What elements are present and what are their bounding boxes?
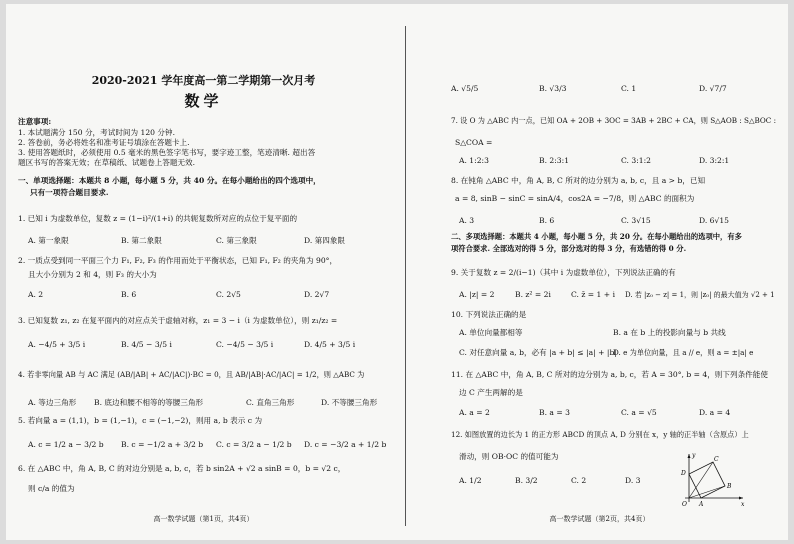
q9-option-b: B. z² = 2i bbox=[515, 290, 551, 299]
q11-stem: 11. 在 △ABC 中，角 A, B, C 所对的边分别为 a, b, c，若 A = 30°, b = 4，则下列条件能使 bbox=[451, 370, 768, 379]
q6-option-a: A. √5/5 bbox=[451, 84, 479, 93]
q3-stem: 3. 已知复数 z₁, z₂ 在复平面内的对应点关于虚轴对称，z₁ = 3 − i（i 为虚数单位），则 z₁/z₂ = bbox=[18, 316, 338, 325]
q10-option-b: B. a 在 b 上的投影向量与 b 共线 bbox=[613, 328, 726, 337]
q9-option-a: A. |z| = 2 bbox=[459, 290, 495, 299]
q6-stem-cont: 则 c/a 的值为 bbox=[28, 484, 75, 493]
q12-stem: 12. 如图放置的边长为 1 的正方形 ABCD 的顶点 A, D 分别在 x，y 轴的正半轴（含原点）上 bbox=[451, 430, 749, 439]
figure-label-y: y bbox=[692, 452, 696, 459]
q12-option-c: C. 2 bbox=[571, 476, 587, 485]
q12-square-figure bbox=[679, 450, 747, 508]
q7-option-d: D. 3:2:1 bbox=[699, 156, 730, 165]
q12-option-a: A. 1/2 bbox=[459, 476, 482, 485]
notice-line: 1. 本试题满分 150 分，考试时间为 120 分钟. bbox=[18, 128, 176, 137]
q3-option-c: C. −4/5 − 3/5 i bbox=[216, 340, 274, 349]
q10-option-d: D. e 为单位向量，且 a // e，则 a = ±|a| e bbox=[613, 348, 754, 357]
notice-line: 2. 答卷前，务必将姓名和准考证号填涂在答题卡上. bbox=[18, 138, 190, 147]
q6-stem: 6. 在 △ABC 中，角 A, B, C 的对边分别是 a, b, c，若 b sin2A + √2 a sinB = 0，b = √2 c， bbox=[18, 464, 346, 473]
q1-option-c: C. 第三象限 bbox=[216, 236, 257, 245]
page-1 bbox=[6, 4, 401, 540]
q12-stem-cont: 滑动，则 OB·OC 的值可能为 bbox=[459, 452, 559, 461]
notice-line: 题区书写的答案无效；在草稿纸、试题卷上答题无效. bbox=[18, 158, 196, 167]
notice-line: 3. 使用答题纸时，必须使用 0.5 毫米的黑色签字笔书写，要字迹工整，笔迹清晰. 超出答 bbox=[18, 148, 316, 157]
q11-stem-cont: 边 C 产生两解的是 bbox=[459, 388, 523, 397]
exam-title: 2020-2021 学年度高一第二学期第一次月考 bbox=[91, 74, 316, 87]
q11-option-d: D. a = 4 bbox=[699, 408, 731, 417]
q7-stem: 7. 设 O 为 △ABC 内一点，已知 OA + 2OB + 3OC = 3AB + 2BC + CA，则 S△AOB : S△BOC : bbox=[451, 116, 777, 125]
subject-title: 数学 bbox=[184, 92, 223, 110]
figure-label-a: A bbox=[699, 501, 704, 508]
q7-option-c: C. 3:1:2 bbox=[621, 156, 651, 165]
q4-option-b: B. 底边和腰不相等的等腰三角形 bbox=[94, 398, 204, 407]
q9-stem: 9. 关于复数 z = 2/(i−1)（其中 i 为虚数单位），下列说法正确的有 bbox=[451, 268, 676, 277]
q8-option-a: A. 3 bbox=[459, 216, 475, 225]
q12-option-d: D. 3 bbox=[625, 476, 641, 485]
q11-option-b: B. a = 3 bbox=[539, 408, 570, 417]
page-1-footer: 高一数学试题（第1页，共4页） bbox=[153, 515, 254, 523]
q11-option-c: C. a = √5 bbox=[621, 408, 657, 417]
q2-stem-cont: 且大小分别为 2 和 4，则 F₃ 的大小为 bbox=[28, 270, 157, 279]
q5-option-c: C. c = 3/2 a − 1/2 b bbox=[216, 440, 292, 449]
q2-option-c: C. 2√5 bbox=[216, 290, 241, 299]
q5-option-d: D. c = −3/2 a + 1/2 b bbox=[304, 440, 387, 449]
q6-option-c: C. 1 bbox=[621, 84, 637, 93]
q4-option-d: D. 不等腰三角形 bbox=[321, 398, 378, 407]
q4-option-a: A. 等边三角形 bbox=[28, 398, 77, 407]
q8-stem-cont: a = 8, sinB − sinC = sinA/4，cos2A = −7/8，则 △ABC 的面积为 bbox=[455, 194, 695, 203]
q6-option-d: D. √7/7 bbox=[699, 84, 727, 93]
q7-option-a: A. 1:2:3 bbox=[459, 156, 489, 165]
figure-label-o: O bbox=[682, 501, 687, 508]
q8-option-d: D. 6√15 bbox=[699, 216, 729, 225]
figure-label-c: C bbox=[714, 456, 719, 463]
section-1-heading-cont: 只有一项符合题目要求. bbox=[30, 188, 109, 197]
q5-option-a: A. c = 1/2 a − 3/2 b bbox=[28, 440, 104, 449]
section-1-heading: 一、单项选择题：本题共 8 小题，每小题 5 分，共 40 分。在每小题给出的四个选项中， bbox=[18, 176, 321, 185]
page-2-footer: 高一数学试题（第2页，共4页） bbox=[549, 515, 650, 523]
q10-stem: 10. 下列说法正确的是 bbox=[451, 310, 527, 319]
q4-stem: 4. 若非零向量 AB 与 AC 满足 (AB/|AB| + AC/|AC|)·BC = 0，且 AB/|AB|·AC/|AC| = 1/2，则 △ABC 为 bbox=[18, 370, 365, 379]
q1-option-a: A. 第一象限 bbox=[28, 236, 69, 245]
q2-option-a: A. 2 bbox=[28, 290, 44, 299]
q7-stem-cont: S△COA = bbox=[455, 138, 493, 147]
q6-option-b: B. √3/3 bbox=[539, 84, 567, 93]
q12-option-b: B. 3/2 bbox=[515, 476, 538, 485]
q8-stem: 8. 在钝角 △ABC 中，角 A, B, C 所对的边分别为 a, b, c，且 a > b，已知 bbox=[451, 176, 706, 185]
figure-label-d: D bbox=[681, 470, 686, 477]
notice-heading: 注意事项: bbox=[18, 117, 52, 126]
q7-option-b: B. 2:3:1 bbox=[539, 156, 570, 165]
q3-option-a: A. −4/5 + 3/5 i bbox=[28, 340, 86, 349]
q3-option-b: B. 4/5 − 3/5 i bbox=[121, 340, 172, 349]
q8-option-b: B. 6 bbox=[539, 216, 555, 225]
q11-option-a: A. a = 2 bbox=[459, 408, 490, 417]
section-2-heading: 二、多项选择题：本题共 4 小题，每小题 5 分，共 20 分。在每小题给出的选项中，有多 bbox=[451, 232, 742, 241]
q3-option-d: D. 4/5 + 3/5 i bbox=[304, 340, 356, 349]
q8-option-c: C. 3√15 bbox=[621, 216, 651, 225]
page-2 bbox=[411, 4, 788, 540]
q5-stem: 5. 若向量 a = (1,1)，b = (1,−1)，c = (−1,−2)，则用 a, b 表示 c 为 bbox=[18, 416, 263, 425]
q10-option-c: C. 对任意向量 a, b，必有 |a + b| ≤ |a| + |b| bbox=[459, 348, 617, 357]
page-divider bbox=[405, 26, 406, 526]
q2-stem: 2. 一质点受到同一平面三个力 F₁, F₂, F₃ 的作用而处于平衡状态，已知 F₁, F₂ 的夹角为 90°， bbox=[18, 256, 338, 265]
q10-option-a: A. 单位向量都相等 bbox=[459, 328, 523, 337]
q9-option-d: D. 若 |z₀ − z| = 1，则 |z₀| 的最大值为 √2 + 1 bbox=[625, 291, 775, 299]
exam-sheet bbox=[6, 4, 788, 540]
q2-option-b: B. 6 bbox=[121, 290, 137, 299]
section-2-heading-cont: 项符合要求. 全部选对的得 5 分，部分选对的得 3 分，有选错的得 0 分. bbox=[451, 244, 687, 253]
q5-option-b: B. c = −1/2 a + 3/2 b bbox=[121, 440, 204, 449]
q4-option-c: C. 直角三角形 bbox=[246, 398, 295, 407]
figure-label-x: x bbox=[741, 501, 745, 508]
q9-option-c: C. z̄ = 1 + i bbox=[571, 290, 616, 299]
q2-option-d: D. 2√7 bbox=[304, 290, 330, 299]
figure-label-b: B bbox=[727, 483, 732, 490]
q1-option-b: B. 第二象限 bbox=[121, 236, 162, 245]
q1-option-d: D. 第四象限 bbox=[304, 236, 346, 245]
q1-stem: 1. 已知 i 为虚数单位，复数 z = (1−i)²/(1+i) 的共轭复数所对应的点位于复平面的 bbox=[18, 214, 298, 223]
